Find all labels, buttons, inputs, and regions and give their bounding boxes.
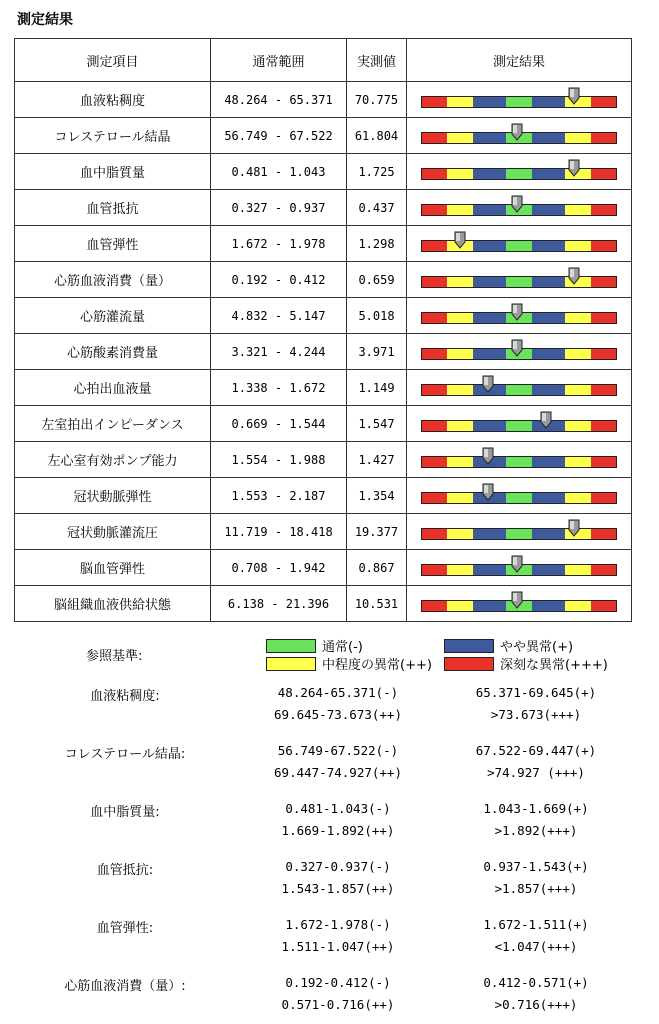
gauge-bar <box>421 168 617 180</box>
gauge-segment-red <box>422 529 447 539</box>
normal-range: 48.264 - 65.371 <box>211 82 347 118</box>
result-cell <box>407 118 632 154</box>
gauge-segment-red <box>591 241 616 251</box>
gauge-bar <box>421 492 617 504</box>
gauge-segment-green <box>506 529 531 539</box>
table-row <box>15 442 632 478</box>
table-row <box>15 586 632 622</box>
gauge-segment-blue <box>473 421 507 431</box>
gauge-segment-green <box>506 385 531 395</box>
normal-range: 6.138 - 21.396 <box>211 586 347 622</box>
gauge-segment-red <box>591 349 616 359</box>
reference-severe: >1.892(+++) <box>494 823 578 838</box>
measured-value: 61.804 <box>347 118 407 154</box>
table-row <box>15 262 632 298</box>
gauge-segment-red <box>591 97 616 107</box>
gauge-segment-red <box>422 349 447 359</box>
gauge-segment-yellow <box>565 205 590 215</box>
normal-range: 1.338 - 1.672 <box>211 370 347 406</box>
gauge-segment-red <box>422 241 447 251</box>
item-name: 左心室有効ポンプ能力 <box>15 442 211 478</box>
gauge-segment-red <box>591 205 616 215</box>
table-row <box>15 478 632 514</box>
gauge-segment-green <box>506 277 531 287</box>
gauge-segment-yellow <box>565 493 590 503</box>
legend-item-moderate <box>266 654 432 673</box>
normal-range: 1.672 - 1.978 <box>211 226 347 262</box>
gauge-segment-red <box>591 277 616 287</box>
gauge-segment-blue <box>532 349 566 359</box>
marker-pointer-icon <box>511 195 523 213</box>
result-gauge <box>421 168 617 182</box>
legend-swatch-yellow <box>266 657 316 671</box>
gauge-segment-yellow <box>565 457 590 467</box>
gauge-segment-red <box>422 493 447 503</box>
gauge-segment-blue <box>532 241 566 251</box>
gauge-segment-blue <box>473 133 507 143</box>
gauge-segment-red <box>591 169 616 179</box>
result-gauge <box>421 564 617 578</box>
gauge-segment-red <box>591 385 616 395</box>
gauge-bar <box>421 384 617 396</box>
reference-moderate: 1.669-1.892(++) <box>281 823 395 838</box>
marker-pointer-icon <box>454 231 466 249</box>
gauge-segment-yellow <box>447 169 472 179</box>
reference-normal: 48.264-65.371(-) <box>277 685 399 700</box>
gauge-segment-blue <box>473 205 507 215</box>
measured-value: 0.437 <box>347 190 407 226</box>
item-name: 脳組織血液供給状態 <box>15 586 211 622</box>
gauge-segment-blue <box>532 97 566 107</box>
reference-item-name: 血液粘稠度: <box>90 689 160 704</box>
measured-value: 19.377 <box>347 514 407 550</box>
result-cell <box>407 478 632 514</box>
gauge-segment-yellow <box>447 565 472 575</box>
gauge-segment-blue <box>473 529 507 539</box>
result-gauge <box>421 420 617 434</box>
marker-pointer-icon <box>511 555 523 573</box>
normal-range: 4.832 - 5.147 <box>211 298 347 334</box>
results-table <box>14 38 632 622</box>
item-name: 心筋酸素消費量 <box>15 334 211 370</box>
gauge-bar <box>421 96 617 108</box>
measured-value: 1.149 <box>347 370 407 406</box>
table-row <box>15 226 632 262</box>
marker-pointer-icon <box>568 87 580 105</box>
table-row <box>15 154 632 190</box>
reference-normal: 0.192-0.412(-) <box>285 975 391 990</box>
marker-pointer-icon <box>511 123 523 141</box>
legend-swatch-green <box>266 639 316 653</box>
gauge-segment-yellow <box>565 133 590 143</box>
result-cell <box>407 586 632 622</box>
gauge-segment-yellow <box>447 385 472 395</box>
table-header-row <box>15 39 632 82</box>
normal-range: 0.327 - 0.937 <box>211 190 347 226</box>
gauge-segment-green <box>506 97 531 107</box>
item-name: 心筋灌流量 <box>15 298 211 334</box>
gauge-segment-red <box>591 457 616 467</box>
marker-pointer-icon <box>511 339 523 357</box>
gauge-segment-yellow <box>565 313 590 323</box>
reference-moderate: 69.645-73.673(++) <box>274 707 402 722</box>
result-cell <box>407 82 632 118</box>
legend-label: 深刻な異常(+++) <box>500 658 608 673</box>
marker-pointer-icon <box>482 483 494 501</box>
gauge-segment-green <box>506 241 531 251</box>
marker-pointer-icon <box>482 375 494 393</box>
reference-moderate: 1.543-1.857(++) <box>281 881 395 896</box>
measured-value: 3.971 <box>347 334 407 370</box>
gauge-segment-yellow <box>447 601 472 611</box>
result-cell <box>407 154 632 190</box>
item-name: 血液粘稠度 <box>15 82 211 118</box>
result-gauge <box>421 348 617 362</box>
table-row <box>15 298 632 334</box>
table-row <box>15 118 632 154</box>
result-cell <box>407 190 632 226</box>
gauge-segment-blue <box>532 457 566 467</box>
reference-moderate: 69.447-74.927(++) <box>274 765 402 780</box>
reference-severe: >0.716(+++) <box>494 997 578 1012</box>
gauge-segment-red <box>422 97 447 107</box>
normal-range: 0.192 - 0.412 <box>211 262 347 298</box>
result-gauge <box>421 240 617 254</box>
gauge-segment-blue <box>532 493 566 503</box>
reference-normal: 56.749-67.522(-) <box>277 743 399 758</box>
gauge-segment-blue <box>473 349 507 359</box>
result-cell <box>407 406 632 442</box>
reference-slight: 0.412-0.571(+) <box>483 975 589 990</box>
result-cell <box>407 334 632 370</box>
marker-pointer-icon <box>568 159 580 177</box>
gauge-segment-yellow <box>447 133 472 143</box>
table-row <box>15 82 632 118</box>
gauge-segment-red <box>422 133 447 143</box>
gauge-segment-blue <box>532 313 566 323</box>
normal-range: 1.554 - 1.988 <box>211 442 347 478</box>
gauge-segment-red <box>422 277 447 287</box>
gauge-segment-blue <box>473 277 507 287</box>
result-gauge <box>421 456 617 470</box>
item-name: 脳血管弾性 <box>15 550 211 586</box>
gauge-segment-red <box>422 421 447 431</box>
header-range: 通常範囲 <box>211 39 347 82</box>
gauge-segment-blue <box>473 565 507 575</box>
gauge-segment-yellow <box>565 565 590 575</box>
legend-item-severe <box>444 654 608 673</box>
gauge-segment-yellow <box>447 313 472 323</box>
reference-severe: >73.673(+++) <box>490 707 582 722</box>
legend-label: 通常(-) <box>322 640 363 655</box>
page-title: 測定結果 <box>17 12 73 28</box>
header-value: 実測値 <box>347 39 407 82</box>
gauge-segment-green <box>506 457 531 467</box>
gauge-segment-green <box>506 169 531 179</box>
marker-pointer-icon <box>568 519 580 537</box>
gauge-bar <box>421 456 617 468</box>
gauge-bar <box>421 240 617 252</box>
gauge-segment-yellow <box>447 421 472 431</box>
gauge-segment-blue <box>532 385 566 395</box>
reference-item-name: コレステロール結晶: <box>64 747 186 762</box>
gauge-segment-red <box>591 529 616 539</box>
item-name: 心筋血液消費（量） <box>15 262 211 298</box>
marker-pointer-icon <box>482 447 494 465</box>
normal-range: 0.669 - 1.544 <box>211 406 347 442</box>
result-gauge <box>421 204 617 218</box>
reference-item-name: 血管弾性: <box>96 921 154 936</box>
gauge-segment-red <box>591 133 616 143</box>
reference-slight: 0.937-1.543(+) <box>483 859 589 874</box>
item-name: コレステロール結晶 <box>15 118 211 154</box>
normal-range: 1.553 - 2.187 <box>211 478 347 514</box>
legend-item-normal <box>266 636 363 655</box>
item-name: 血中脂質量 <box>15 154 211 190</box>
gauge-segment-red <box>422 205 447 215</box>
gauge-segment-red <box>422 457 447 467</box>
normal-range: 0.481 - 1.043 <box>211 154 347 190</box>
gauge-segment-red <box>591 601 616 611</box>
gauge-segment-yellow <box>565 241 590 251</box>
measured-value: 1.354 <box>347 478 407 514</box>
gauge-segment-blue <box>532 277 566 287</box>
marker-pointer-icon <box>540 411 552 429</box>
gauge-segment-blue <box>473 601 507 611</box>
gauge-segment-yellow <box>565 421 590 431</box>
reference-severe: <1.047(+++) <box>494 939 578 954</box>
header-result: 測定結果 <box>407 39 632 82</box>
table-row <box>15 370 632 406</box>
result-gauge <box>421 96 617 110</box>
gauge-segment-yellow <box>447 97 472 107</box>
legend-label: やや異常(+) <box>500 640 574 655</box>
measured-value: 1.427 <box>347 442 407 478</box>
table-row <box>15 334 632 370</box>
item-name: 心拍出血液量 <box>15 370 211 406</box>
table-row <box>15 514 632 550</box>
gauge-segment-yellow <box>447 349 472 359</box>
gauge-segment-green <box>506 493 531 503</box>
measured-value: 10.531 <box>347 586 407 622</box>
gauge-segment-blue <box>473 313 507 323</box>
result-gauge <box>421 312 617 326</box>
gauge-segment-red <box>422 601 447 611</box>
reference-severe: >1.857(+++) <box>494 881 578 896</box>
measured-value: 0.867 <box>347 550 407 586</box>
table-row <box>15 190 632 226</box>
legend-title: 参照基準: <box>86 649 143 664</box>
normal-range: 56.749 - 67.522 <box>211 118 347 154</box>
table-row <box>15 550 632 586</box>
marker-pointer-icon <box>511 303 523 321</box>
gauge-segment-yellow <box>447 457 472 467</box>
gauge-segment-yellow <box>447 277 472 287</box>
result-cell <box>407 298 632 334</box>
legend-label: 中程度の異常(++) <box>322 658 432 673</box>
result-cell <box>407 514 632 550</box>
measured-value: 70.775 <box>347 82 407 118</box>
normal-range: 11.719 - 18.418 <box>211 514 347 550</box>
item-name: 血管抵抗 <box>15 190 211 226</box>
result-gauge <box>421 600 617 614</box>
measured-value: 1.298 <box>347 226 407 262</box>
gauge-segment-blue <box>532 529 566 539</box>
result-gauge <box>421 276 617 290</box>
marker-pointer-icon <box>511 591 523 609</box>
result-cell <box>407 442 632 478</box>
gauge-segment-yellow <box>565 601 590 611</box>
gauge-segment-yellow <box>447 529 472 539</box>
gauge-segment-red <box>591 421 616 431</box>
result-gauge <box>421 384 617 398</box>
measured-value: 5.018 <box>347 298 407 334</box>
gauge-segment-blue <box>473 169 507 179</box>
gauge-segment-blue <box>532 205 566 215</box>
result-gauge <box>421 528 617 542</box>
normal-range: 3.321 - 4.244 <box>211 334 347 370</box>
reference-moderate: 0.571-0.716(++) <box>281 997 395 1012</box>
gauge-segment-blue <box>532 565 566 575</box>
legend-swatch-red <box>444 657 494 671</box>
result-gauge <box>421 132 617 146</box>
gauge-segment-yellow <box>565 385 590 395</box>
gauge-segment-red <box>591 565 616 575</box>
reference-normal: 0.327-0.937(-) <box>285 859 391 874</box>
gauge-bar <box>421 420 617 432</box>
gauge-segment-yellow <box>447 205 472 215</box>
gauge-segment-blue <box>473 241 507 251</box>
reference-slight: 65.371-69.645(+) <box>475 685 597 700</box>
gauge-segment-yellow <box>447 493 472 503</box>
result-gauge <box>421 492 617 506</box>
gauge-segment-blue <box>532 169 566 179</box>
reference-item-name: 心筋血液消費（量）: <box>64 979 186 994</box>
reference-normal: 0.481-1.043(-) <box>285 801 391 816</box>
reference-slight: 1.672-1.511(+) <box>483 917 589 932</box>
reference-slight: 1.043-1.669(+) <box>483 801 589 816</box>
gauge-segment-red <box>422 565 447 575</box>
gauge-segment-red <box>591 493 616 503</box>
item-name: 左室拍出インピーダンス <box>15 406 211 442</box>
normal-range: 0.708 - 1.942 <box>211 550 347 586</box>
item-name: 血管弾性 <box>15 226 211 262</box>
gauge-segment-blue <box>473 97 507 107</box>
result-cell <box>407 262 632 298</box>
gauge-segment-yellow <box>565 349 590 359</box>
legend-swatch-blue <box>444 639 494 653</box>
header-item: 測定項目 <box>15 39 211 82</box>
gauge-segment-red <box>422 169 447 179</box>
gauge-segment-green <box>506 421 531 431</box>
legend-item-slight <box>444 636 573 655</box>
reference-normal: 1.672-1.978(-) <box>285 917 391 932</box>
gauge-segment-blue <box>532 133 566 143</box>
gauge-segment-blue <box>532 601 566 611</box>
table-row <box>15 406 632 442</box>
result-cell <box>407 226 632 262</box>
marker-pointer-icon <box>568 267 580 285</box>
result-cell <box>407 550 632 586</box>
gauge-bar <box>421 276 617 288</box>
result-cell <box>407 370 632 406</box>
reference-slight: 67.522-69.447(+) <box>475 743 597 758</box>
item-name: 冠状動脈灌流圧 <box>15 514 211 550</box>
reference-item-name: 血管抵抗: <box>96 863 154 878</box>
gauge-segment-red <box>422 313 447 323</box>
reference-severe: >74.927 (+++) <box>487 765 585 780</box>
measured-value: 1.725 <box>347 154 407 190</box>
reference-moderate: 1.511-1.047(++) <box>281 939 395 954</box>
gauge-bar <box>421 528 617 540</box>
measured-value: 1.547 <box>347 406 407 442</box>
reference-item-name: 血中脂質量: <box>90 805 160 820</box>
item-name: 冠状動脈弾性 <box>15 478 211 514</box>
measured-value: 0.659 <box>347 262 407 298</box>
gauge-segment-red <box>591 313 616 323</box>
gauge-segment-red <box>422 385 447 395</box>
